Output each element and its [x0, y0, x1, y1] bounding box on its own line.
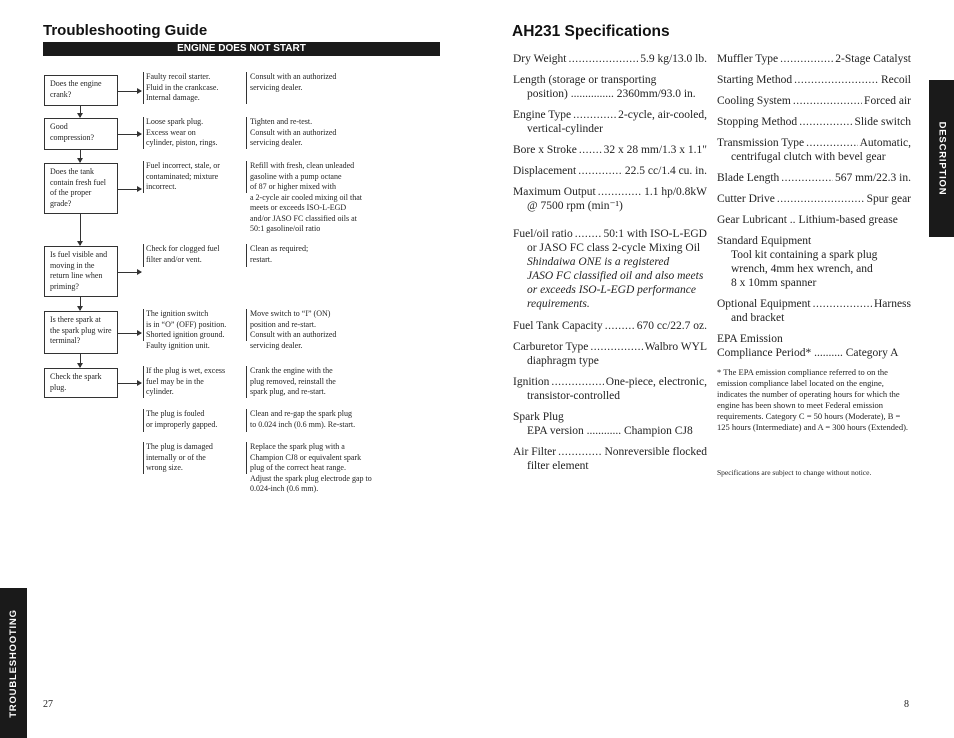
- spec-label: Starting Method: [717, 74, 793, 86]
- question-box: Is fuel visible and moving in the return line when priming?: [44, 246, 118, 297]
- spec-continuation: and bracket: [731, 312, 785, 324]
- cause-bracket: [143, 309, 144, 341]
- dot-leader: [598, 185, 642, 199]
- side-tab-label: TROUBLESHOOTING: [8, 608, 19, 718]
- spec-label: Fuel/oil ratio: [513, 228, 573, 240]
- question-box: Good compression?: [44, 118, 118, 150]
- question-box: Does the tank contain fresh fuel of the proper grade?: [44, 163, 118, 214]
- cause-text: Loose spark plug. Excess wear on cylinder, piston, rings.: [146, 117, 218, 147]
- cause-bracket: [143, 366, 144, 398]
- action-text: Consult with an authorized servicing dealer.: [250, 72, 337, 92]
- spec-item: [717, 192, 911, 206]
- spec-item: [717, 94, 911, 108]
- spec-item: [513, 445, 707, 473]
- spec-label: Fuel Tank Capacity: [513, 320, 603, 332]
- spec-item: [513, 227, 707, 311]
- spec-item: [717, 136, 911, 164]
- cause-bracket: [143, 409, 144, 432]
- question-box: Does the engine crank?: [44, 75, 118, 106]
- spec-item: [513, 319, 707, 333]
- cause-bracket: [143, 117, 144, 149]
- arrow-down: [80, 297, 81, 310]
- action-bracket: [246, 117, 247, 149]
- spec-value: 5.9 kg/13.0 lb.: [640, 53, 707, 65]
- cause-bracket: [143, 161, 144, 193]
- action-bracket: [246, 366, 247, 398]
- action-text: Move switch to “I” (ON) position and re-start. Consult with an authorized servicing dealer.: [250, 309, 337, 350]
- spec-continuation: diaphragm type: [527, 355, 599, 367]
- spec-value: 567 mm/22.3 in.: [834, 172, 911, 184]
- spec-value: 1.1 hp/0.8kW: [644, 186, 707, 198]
- dot-leader: [551, 375, 603, 389]
- spec-line2: Compliance Period* .......... Category A: [717, 347, 899, 359]
- spec-label: Dry Weight: [513, 53, 567, 65]
- spec-label: Maximum Output: [513, 186, 596, 198]
- action-text: Refill with fresh, clean unleaded gasoline with a pump octane of 87 or higher mixed with a 2-cycle air cooled mixing oil that meets or exceeds ISO-L-EGD and/or JASO FC classified oils at 50:1 gasoline/oil ratio: [250, 161, 362, 233]
- spec-label: Cutter Drive: [717, 193, 775, 205]
- action-bracket: [246, 161, 247, 193]
- dot-leader: [806, 136, 858, 150]
- spec-item: [513, 73, 707, 101]
- spec-continuation: filter element: [527, 460, 589, 472]
- arrow-right: [118, 383, 141, 384]
- spec-label: Blade Length: [717, 172, 780, 184]
- spec-value: Lithium-based grease: [798, 214, 898, 226]
- cause-text: Fuel incorrect, stale, or contaminated; mixture incorrect.: [146, 161, 220, 191]
- side-tab-label: DESCRIPTION: [936, 121, 948, 196]
- side-tab-description: [929, 80, 954, 237]
- action-text: Clean and re-gap the spark plug to 0.024 inch (0.6 mm). Re-start.: [250, 409, 356, 429]
- spec-continuation: Tool kit containing a spark plug wrench, 4mm hex wrench, and 8 x 10mm spanner: [731, 249, 878, 289]
- dot-leader: [558, 445, 602, 459]
- action-bracket: [246, 72, 247, 104]
- spec-item: [717, 171, 911, 185]
- spec-value: 2-cycle, air-cooled,: [618, 109, 707, 121]
- arrow-right: [118, 333, 141, 334]
- dot-leader: [794, 73, 879, 87]
- arrow-down: [80, 214, 81, 245]
- spec-value: Forced air: [864, 95, 911, 107]
- dot-leader: [575, 227, 602, 241]
- dot-leader: [799, 115, 852, 129]
- spec-value: Slide switch: [854, 116, 911, 128]
- cause-text: The ignition switch is in “O” (OFF) position. Shorted ignition ground. Faulty ignition unit.: [146, 309, 227, 350]
- spec-value: 22.5 cc/1.4 cu. in.: [624, 165, 707, 177]
- spec-continuation: vertical-cylinder: [527, 123, 603, 135]
- action-text: Crank the engine with the plug removed, reinstall the spark plug, and re-start.: [250, 366, 336, 396]
- arrow-right: [118, 134, 141, 135]
- spec-label: EPA Emission: [717, 333, 783, 345]
- spec-item: [513, 164, 707, 178]
- dot-leader: [781, 171, 833, 185]
- cause-text: The plug is damaged internally or of the wrong size.: [146, 442, 213, 472]
- spec-label: Gear Lubricant ..: [717, 214, 796, 226]
- spec-item: [513, 108, 707, 136]
- dot-leader: [780, 52, 833, 66]
- spec-label: Air Filter: [513, 446, 557, 458]
- spec-continuation: position) ............... 2360mm/93.0 in.: [527, 88, 696, 100]
- arrow-down: [80, 354, 81, 367]
- spec-item: [717, 234, 911, 290]
- spec-label: Ignition: [513, 376, 550, 388]
- action-text: Tighten and re-test. Consult with an authorized servicing dealer.: [250, 117, 337, 147]
- action-bracket: [246, 309, 247, 341]
- spec-label: Cooling System: [717, 95, 791, 107]
- arrow-right: [118, 272, 141, 273]
- spec-item: [513, 185, 707, 213]
- spec-item: [513, 375, 707, 403]
- spec-item: [513, 143, 707, 157]
- dot-leader: [568, 52, 638, 66]
- spec-continuation: centrifugal clutch with bevel gear: [731, 151, 886, 163]
- cause-bracket: [143, 72, 144, 104]
- spec-continuation: @ 7500 rpm (min⁻¹): [527, 200, 623, 212]
- action-bracket: [246, 244, 247, 267]
- spec-item: [513, 52, 707, 66]
- spec-item: [717, 213, 911, 227]
- arrow-right: [118, 91, 141, 92]
- dot-leader: [578, 164, 623, 178]
- spec-label: Length (storage or transporting: [513, 74, 657, 86]
- emission-footnote: * The EPA emission compliance referred to on the emission compliance label located on the engine, indicates the number of operating hours for which the engine has been shown to meet Federal emission requirements. Category C = 50 hours (Moderate), B = 125 hours (Intermediate) and A = 300 hours (Extended).: [717, 367, 909, 432]
- arrow-down: [80, 150, 81, 162]
- spec-continuation: EPA version ............ Champion CJ8: [527, 425, 693, 437]
- spec-label: Bore x Stroke: [513, 144, 577, 156]
- spec-item: [717, 115, 911, 129]
- spec-value: 670 cc/22.7 oz.: [636, 320, 707, 332]
- spec-value: Spur gear: [866, 193, 911, 205]
- spec-value: Walbro WYL: [644, 341, 707, 353]
- spec-item: [513, 340, 707, 368]
- spec-item: [717, 52, 911, 66]
- action-bracket: [246, 409, 247, 432]
- section-bar: ENGINE DOES NOT START: [43, 42, 440, 56]
- spec-continuation: or JASO FC class 2-cycle Mixing Oil: [527, 242, 701, 254]
- dot-leader: [777, 192, 865, 206]
- cause-text: If the plug is wet, excess fuel may be in the cylinder.: [146, 366, 226, 396]
- question-box: Check the spark plug.: [44, 368, 118, 398]
- dot-leader: [579, 143, 602, 157]
- page-title: Troubleshooting Guide: [43, 22, 208, 39]
- cause-text: Check for clogged fuel filter and/or vent.: [146, 244, 220, 264]
- side-tab-troubleshooting: [0, 588, 27, 738]
- spec-label: Stopping Method: [717, 116, 798, 128]
- spec-value: 32 x 28 mm/1.3 x 1.1": [603, 144, 707, 156]
- spec-disclaimer: Specifications are subject to change without notice.: [717, 468, 872, 477]
- spec-item: [717, 73, 911, 87]
- dot-leader: [573, 108, 616, 122]
- page-number-right: 8: [904, 699, 909, 710]
- spec-label: Displacement: [513, 165, 577, 177]
- cause-bracket: [143, 244, 144, 267]
- question-box: Is there spark at the spark plug wire terminal?: [44, 311, 118, 354]
- cause-text: The plug is fouled or improperly gapped.: [146, 409, 218, 429]
- spec-value: Harness: [873, 298, 911, 310]
- dot-leader: [605, 319, 635, 333]
- spec-italic-note: Shindaiwa ONE is a registered JASO FC classified oil and also meets or exceeds ISO-L-EGD performance requirements.: [527, 256, 704, 310]
- cause-text: Faulty recoil starter. Fluid in the crankcase. Internal damage.: [146, 72, 219, 102]
- cause-bracket: [143, 442, 144, 474]
- spec-value: Automatic,: [859, 137, 911, 149]
- spec-value: Nonreversible flocked: [604, 446, 707, 458]
- spec-label: Muffler Type: [717, 53, 779, 65]
- spec-label: Carburetor Type: [513, 341, 589, 353]
- action-bracket: [246, 442, 247, 474]
- spec-value: 2-Stage Catalyst: [835, 53, 911, 65]
- arrow-down: [80, 106, 81, 117]
- spec-item: [717, 297, 911, 325]
- arrow-right: [118, 189, 141, 190]
- spec-value: Recoil: [880, 74, 911, 86]
- dot-leader: [793, 94, 862, 108]
- dot-leader: [813, 297, 872, 311]
- spec-title: AH231 Specifications: [512, 23, 670, 40]
- spec-continuation: transistor-controlled: [527, 390, 621, 402]
- spec-label: Optional Equipment: [717, 298, 811, 310]
- action-text: Replace the spark plug with a Champion CJ8 or equivalent spark plug of the correct heat range. Adjust the spark plug electrode gap to 0.024-inch (0.6 mm).: [250, 442, 372, 493]
- spec-value: 50:1 with ISO-L-EGD: [603, 228, 707, 240]
- spec-value: One-piece, electronic,: [605, 376, 707, 388]
- dot-leader: [590, 340, 642, 354]
- spec-label: Standard Equipment: [717, 235, 812, 247]
- page-number-left: 27: [43, 699, 53, 710]
- spec-label: Spark Plug: [513, 411, 564, 423]
- spec-label: Engine Type: [513, 109, 572, 121]
- spec-item: [513, 410, 707, 438]
- spec-label: Transmission Type: [717, 137, 805, 149]
- action-text: Clean as required; restart.: [250, 244, 309, 264]
- spec-item: [717, 332, 911, 360]
